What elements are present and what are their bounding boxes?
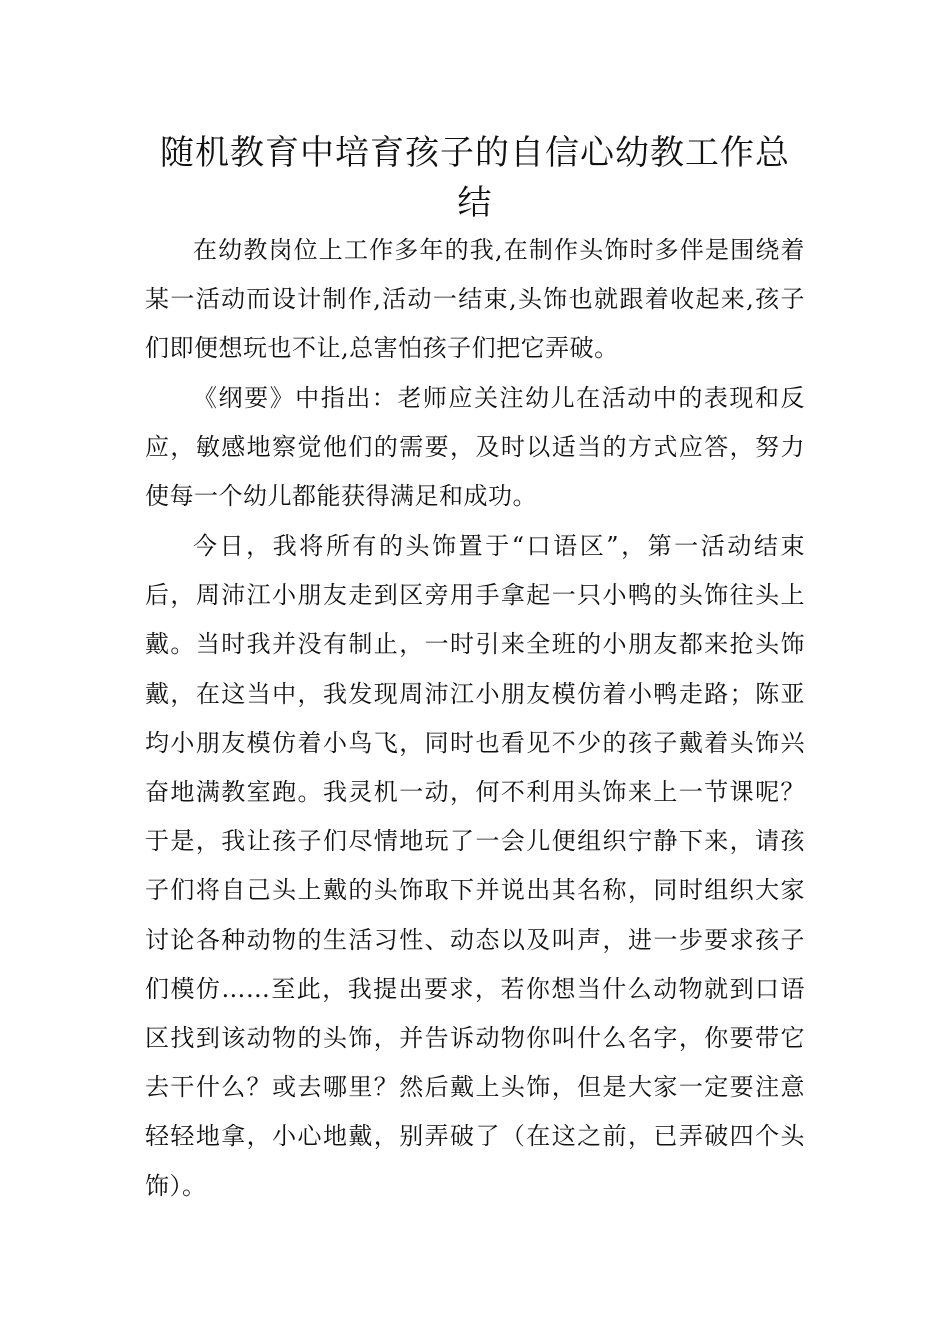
paragraph-2: 《纲要》中指出：老师应关注幼儿在活动中的表现和反应，敏感地察觉他们的需要，及时以适当的方式应答，努力使每一个幼儿都能获得满足和成功。 (145, 384, 805, 511)
document-title: 随机教育中培育孩子的自信心幼教工作总结 (160, 133, 790, 223)
paragraph-3: 今日，我将所有的头饰置于“口语区”，第一活动结束后，周沛江小朋友走到区旁用手拿起一只小鸭的头饰往头上戴。当时我并没有制止，一时引来全班的小朋友都来抢头饰戴，在这当中，我发现周沛江小朋友模仿着小鸭走路；陈亚均小朋友模仿着小鸟飞，同时也看见不少的孩子戴着头饰兴奋地满教室跑。我灵机一动，何不利用头饰来上一节课呢？于是，我让孩子们尽情地玩了一会儿便组织宁静下来，请孩子们将自己头上戴的头饰取下并说出其名称，同时组织大家讨论各种动物的生活习性、动态以及叫声，进一步要求孩子们模仿……至此，我提出要求，若你想当什么动物就到口语区找到该动物的头饰，并告诉动物你叫什么名字，你要带它去干什么？或去哪里？然后戴上头饰，但是大家一定要注意轻轻地拿，小心地戴，别弄破了（在这之前，已弄破四个头饰）。 (145, 532, 805, 1200)
paragraph-1: 在幼教岗位上工作多年的我,在制作头饰时多伴是围绕着某一活动而设计制作,活动一结束,头饰也就跟着收起来,孩子们即便想玩也不让,总害怕孩子们把它弄破。 (145, 236, 805, 363)
